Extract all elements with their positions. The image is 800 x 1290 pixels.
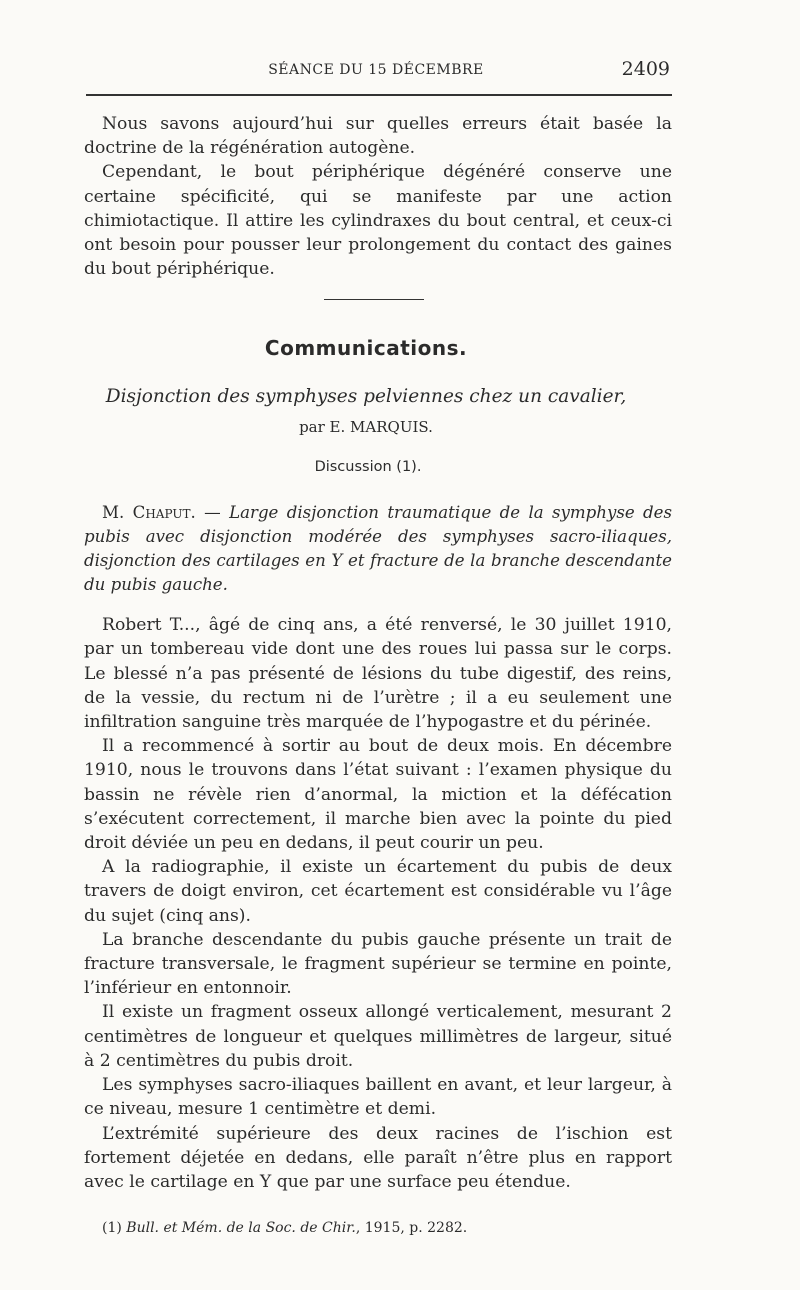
header-rule xyxy=(86,94,672,96)
case-paragraph: A la radiographie, il existe un écartement du pubis de deux travers de doigt environ, cet écartement est considérable vu l’âge du sujet (cinq ans). xyxy=(84,857,672,926)
article-title: Disjonction des symphyses pelviennes chez un cavalier, xyxy=(105,385,627,407)
speaker-block xyxy=(84,501,672,597)
speaker-name: M. Chaput. xyxy=(102,503,196,523)
case-report xyxy=(84,613,672,1194)
intro-paragraph: Nous savons aujourd’hui sur quelles erreurs était basée la doctrine de la régénération autogène. xyxy=(84,114,672,159)
speaker-subject: Large disjonction traumatique de la symphyse des pubis avec disjonction modérée des symphyses sacro-iliaques, disjonction des cartilages en Y et fracture de la branche descendante du pubis gauche. xyxy=(84,503,673,595)
footnote-source: Bull. et Mém. de la Soc. de Chir. xyxy=(126,1220,356,1237)
footnote-rest: , 1915, p. 2282. xyxy=(355,1220,468,1237)
case-paragraph: Il existe un fragment osseux allongé verticalement, mesurant 2 centimètres de longueur et quelques millimètres de largeur, situé à 2 centimètres du pubis droit. xyxy=(84,1002,672,1071)
footnote-marker: (1) xyxy=(102,1220,127,1237)
speaker-paragraph xyxy=(84,501,672,597)
page-body xyxy=(84,112,672,1240)
page-number: 2409 xyxy=(621,58,670,80)
article-author: par E. MARQUIS. xyxy=(299,417,433,436)
case-paragraph: La branche descendante du pubis gauche présente un trait de fracture transversale, le fragment supérieur se termine en pointe, l’inférieur en entonnoir. xyxy=(84,929,672,999)
speaker-dash: — xyxy=(195,503,230,523)
running-header xyxy=(82,58,670,84)
case-paragraph: Les symphyses sacro-iliaques baillent en avant, et leur largeur, à ce niveau, mesure 1 centimètre et demi. xyxy=(84,1075,672,1120)
section-title: Communications. xyxy=(264,336,468,361)
footnote xyxy=(84,1216,672,1240)
section-separator xyxy=(324,299,424,300)
case-paragraph: L’extrémité supérieure des deux racines de l’ischion est fortement déjetée en dedans, elle paraît n’être plus en rapport avec le cartilage en Y que par une surface peu étendue. xyxy=(84,1123,672,1192)
case-paragraph: Robert T..., âgé de cinq ans, a été renversé, le 30 juillet 1910, par un tombereau vide dont une des roues lui passa sur le corps. Le blessé n’a pas présenté de lésions du tube digestif, des reins, de la vessie, du rectum ni de l’urètre ; il a eu seulement une infiltration sanguine très marquée de l’hypogastre et du périnée. xyxy=(84,615,672,733)
case-paragraph: Il a recommencé à sortir au bout de deux mois. En décembre 1910, nous le trouvons dans l’état suivant : l’examen physique du bassin ne révèle rien d’anormal, la miction et la défécation s’exécutent correctement, il marche bien avec la pointe du pied droit déviée un peu en dedans, il peut courir un peu. xyxy=(84,736,672,854)
intro-paragraph: Cependant, le bout périphérique dégénéré conserve une certaine spécificité, qui se manifeste par une action chimiotactique. Il attire les cylindraxes du bout central, et ceux-ci ont besoin pour pousser leur prolongement du contact des gaines du bout périphérique. xyxy=(84,162,672,280)
running-title: SÉANCE DU 15 DÉCEMBRE xyxy=(268,62,484,78)
discussion-heading: Discussion (1). xyxy=(314,459,422,476)
